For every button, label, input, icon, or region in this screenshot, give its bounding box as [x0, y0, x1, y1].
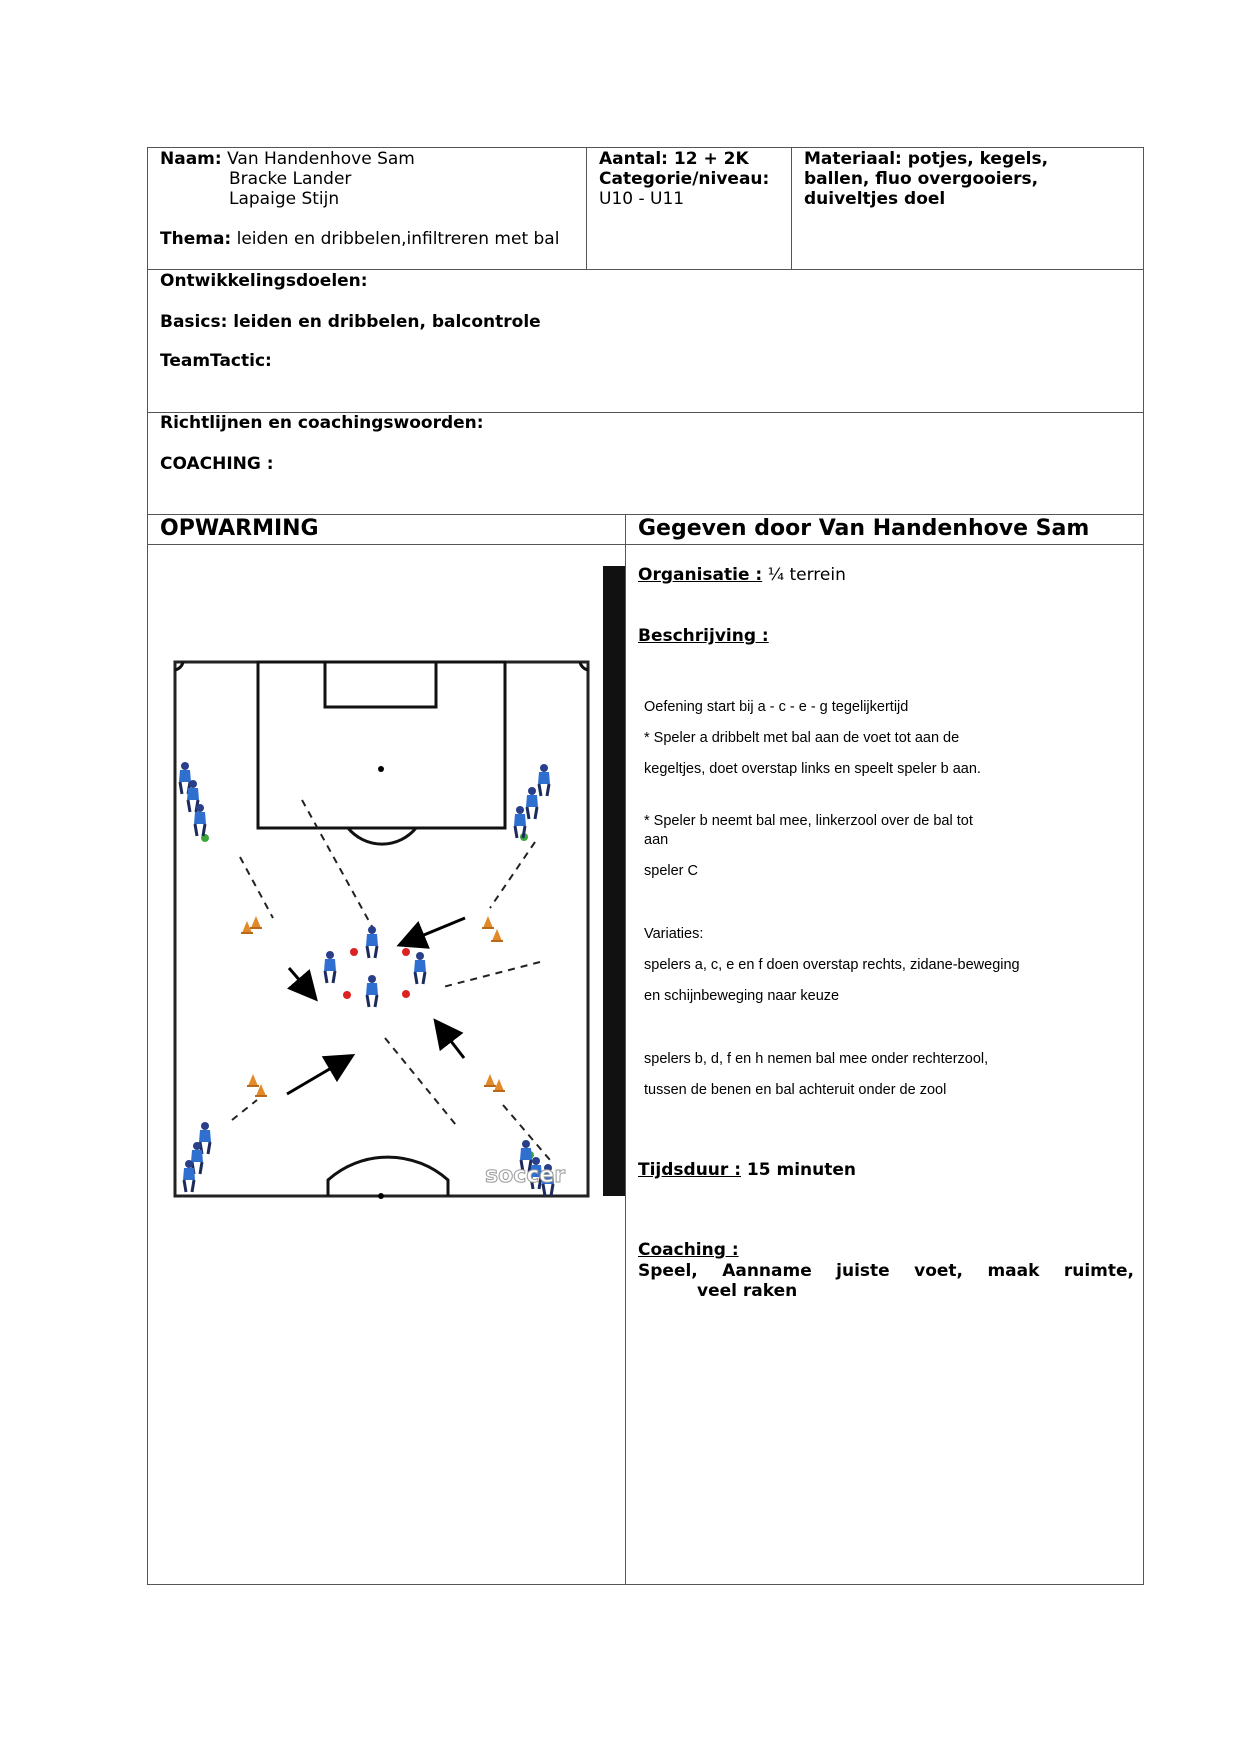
tijdsduur-line: [638, 1160, 856, 1180]
desc-line-8: spelers a, c, e en f doen overstap rechts, zidane-beweging: [644, 957, 1020, 973]
coaching-label: Coaching :: [638, 1240, 739, 1260]
center-spot: [378, 1193, 384, 1199]
goals-teamtactic: TeamTactic:: [160, 351, 272, 371]
coaching-word-1: Speel,: [638, 1261, 698, 1281]
beschrijving-label: Beschrijving :: [638, 626, 769, 646]
name-2: Bracke Lander: [229, 169, 352, 189]
coaching-line-2: veel raken: [697, 1281, 798, 1301]
organisatie-line: [638, 565, 846, 585]
categorie-value: U10 - U11: [599, 189, 685, 209]
desc-line-5: aan: [644, 832, 669, 848]
field-diagram: [150, 560, 630, 1200]
dark-strip: [603, 566, 625, 1196]
desc-line-9: en schijnbeweging naar keuze: [644, 988, 840, 1004]
categorie-label: Categorie/niveau:: [599, 169, 770, 189]
tijdsduur-value: 15 minuten: [741, 1160, 857, 1180]
desc-line-11: tussen de benen en bal achteruit onder de zool: [644, 1082, 947, 1098]
thema-value: leiden en dribbelen,infiltreren met bal: [236, 229, 560, 249]
name-1: Van Handenhove Sam: [227, 149, 415, 169]
coaching-word-5: maak: [987, 1261, 1040, 1281]
coaching-word-3: juiste: [836, 1261, 890, 1281]
tijdsduur-label: Tijdsduur :: [638, 1160, 742, 1180]
penalty-spot: [378, 766, 384, 772]
thema-line: [160, 229, 559, 249]
watermark-logo: soccer: [485, 1163, 566, 1188]
desc-line-2: * Speler a dribbelt met bal aan de voet tot aan de: [644, 730, 960, 746]
desc-line-3: kegeltjes, doet overstap links en speelt speler b aan.: [644, 761, 981, 777]
name-3: Lapaige Stijn: [229, 189, 340, 209]
goals-basics: Basics: leiden en dribbelen, balcontrole: [160, 312, 541, 332]
coaching-words: [638, 1261, 1134, 1281]
desc-line-7: Variaties:: [644, 926, 704, 942]
coaching-word-2: Aanname: [722, 1261, 812, 1281]
desc-line-4: * Speler b neemt bal mee, linkerzool over de bal tot: [644, 813, 973, 829]
goals-title: Ontwikkelingsdoelen:: [160, 271, 368, 291]
aantal: Aantal: 12 + 2K: [599, 149, 749, 169]
desc-line-10: spelers b, d, f en h nemen bal mee onder rechterzool,: [644, 1051, 989, 1067]
given-by: Gegeven door Van Handenhove Sam: [638, 516, 1090, 541]
thema-label: Thema:: [160, 229, 232, 249]
organisatie-value: ¼ terrein: [762, 565, 846, 585]
coaching-block-coaching: COACHING :: [160, 454, 274, 474]
section-title: OPWARMING: [160, 516, 319, 541]
naam-label: Naam:: [160, 149, 222, 169]
materiaal: Materiaal: potjes, kegels, ballen, fluo overgooiers, duiveltjes doel: [804, 149, 1049, 209]
desc-line-6: speler C: [644, 863, 698, 879]
organisatie-label: Organisatie :: [638, 565, 763, 585]
coaching-word-4: voet,: [914, 1261, 964, 1281]
dashed-lines: [232, 800, 550, 1160]
coaching-word-6: ruimte,: [1063, 1261, 1134, 1281]
coaching-block-title: Richtlijnen en coachingswoorden:: [160, 413, 484, 433]
naam-line: [160, 149, 415, 169]
desc-line-1: Oefening start bij a - c - e - g tegelijkertijd: [644, 699, 909, 715]
